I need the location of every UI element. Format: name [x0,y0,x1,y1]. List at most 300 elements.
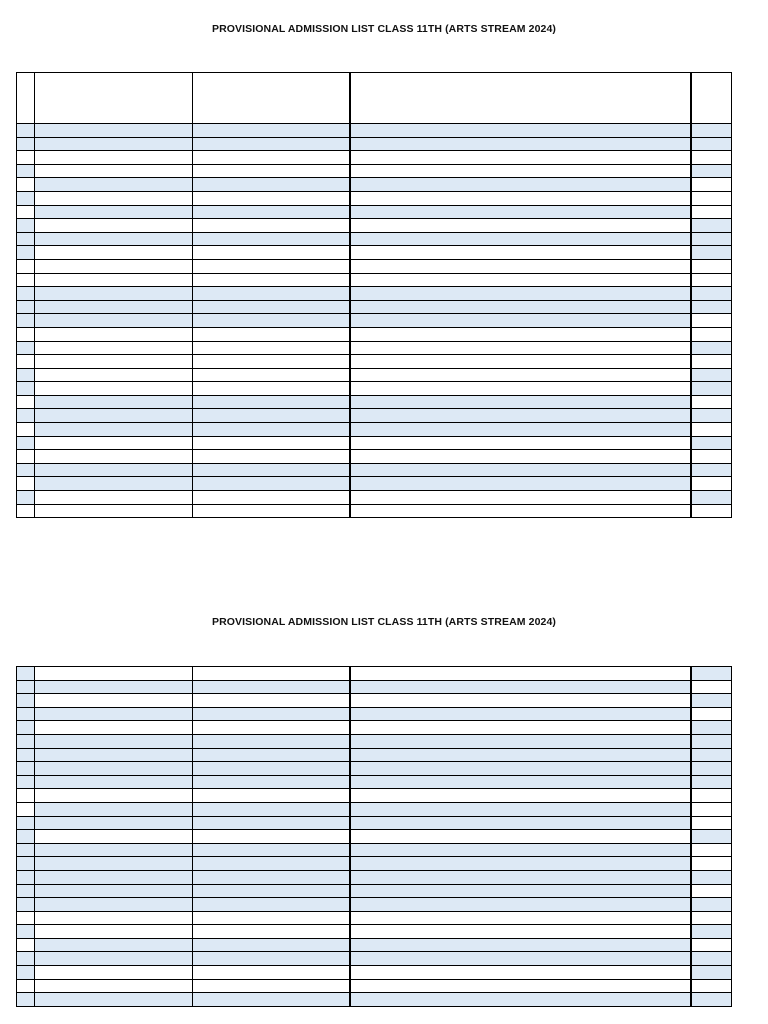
father-name-cell [193,287,350,301]
details-cell [350,680,691,694]
table-row [17,884,732,898]
details-cell [350,748,691,762]
details-cell [350,382,691,396]
name-cell [35,368,193,382]
father-name-cell [193,925,350,939]
serial-cell [17,124,35,138]
name-cell [35,395,193,409]
father-name-cell [193,898,350,912]
father-name-cell [193,802,350,816]
marks-cell [691,205,732,219]
serial-cell [17,911,35,925]
father-name-cell [193,205,350,219]
serial-cell [17,219,35,233]
father-name-cell [193,721,350,735]
table-row [17,857,732,871]
serial-cell [17,966,35,980]
serial-cell [17,843,35,857]
table-row [17,911,732,925]
name-cell [35,762,193,776]
name-cell [35,870,193,884]
serial-cell [17,463,35,477]
name-cell [35,680,193,694]
details-cell [350,952,691,966]
marks-cell [691,979,732,993]
table-row [17,300,732,314]
marks-cell [691,219,732,233]
marks-cell [691,911,732,925]
serial-cell [17,667,35,681]
name-cell [35,477,193,491]
table-row [17,314,732,328]
serial-cell [17,477,35,491]
father-name-cell [193,789,350,803]
table-row [17,775,732,789]
marks-cell [691,870,732,884]
table-row [17,137,732,151]
admission-table-2 [16,666,732,1007]
marks-cell [691,382,732,396]
details-cell [350,463,691,477]
father-name-cell [193,680,350,694]
father-name-cell [193,966,350,980]
details-cell [350,667,691,681]
marks-cell [691,721,732,735]
table-row [17,870,732,884]
father-name-cell [193,450,350,464]
marks-cell [691,246,732,260]
details-cell [350,775,691,789]
marks-cell [691,151,732,165]
table-row [17,395,732,409]
table-row [17,938,732,952]
serial-cell [17,680,35,694]
father-name-cell [193,151,350,165]
father-name-cell [193,273,350,287]
father-name-cell [193,463,350,477]
table-row [17,178,732,192]
marks-cell [691,775,732,789]
marks-cell [691,259,732,273]
marks-cell [691,802,732,816]
name-cell [35,178,193,192]
details-cell [350,721,691,735]
marks-cell [691,341,732,355]
table-row [17,423,732,437]
serial-cell [17,409,35,423]
father-name-cell [193,259,350,273]
marks-cell [691,232,732,246]
marks-cell [691,395,732,409]
table-row [17,436,732,450]
name-cell [35,966,193,980]
details-cell [350,287,691,301]
serial-cell [17,300,35,314]
table-row [17,925,732,939]
details-cell [350,734,691,748]
marks-cell [691,830,732,844]
father-name-cell [193,707,350,721]
details-cell [350,327,691,341]
name-cell [35,884,193,898]
father-name-cell [193,178,350,192]
name-cell [35,355,193,369]
name-cell [35,816,193,830]
marks-cell [691,694,732,708]
details-cell [350,137,691,151]
marks-cell [691,884,732,898]
table-row [17,491,732,505]
table-row [17,830,732,844]
serial-cell [17,341,35,355]
marks-cell [691,164,732,178]
serial-cell [17,952,35,966]
details-cell [350,436,691,450]
details-cell [350,395,691,409]
details-cell [350,830,691,844]
table-row [17,734,732,748]
details-cell [350,491,691,505]
name-cell [35,273,193,287]
name-cell [35,952,193,966]
table-header-row [17,73,732,124]
details-cell [350,409,691,423]
table-row [17,898,732,912]
father-name-cell [193,341,350,355]
father-name-cell [193,124,350,138]
details-cell [350,355,691,369]
serial-cell [17,382,35,396]
father-name-cell [193,395,350,409]
serial-cell [17,734,35,748]
father-name-cell [193,843,350,857]
father-name-cell [193,423,350,437]
marks-cell [691,409,732,423]
table-row [17,124,732,138]
details-cell [350,368,691,382]
name-cell [35,667,193,681]
details-cell [350,246,691,260]
table-row [17,680,732,694]
details-cell [350,205,691,219]
table-row [17,707,732,721]
name-cell [35,925,193,939]
name-cell [35,246,193,260]
marks-cell [691,898,732,912]
marks-cell [691,477,732,491]
marks-cell [691,966,732,980]
marks-cell [691,314,732,328]
name-cell [35,721,193,735]
details-cell [350,300,691,314]
name-cell [35,124,193,138]
name-cell [35,232,193,246]
details-cell [350,925,691,939]
marks-cell [691,368,732,382]
details-cell [350,477,691,491]
serial-cell [17,368,35,382]
marks-cell [691,287,732,301]
father-name-cell [193,477,350,491]
name-cell [35,734,193,748]
father-name-cell [193,246,350,260]
page-title-1: PROVISIONAL ADMISSION LIST CLASS 11TH (ARTS STREAM 2024) [212,23,556,35]
marks-cell [691,843,732,857]
details-cell [350,762,691,776]
details-cell [350,857,691,871]
details-cell [350,504,691,518]
serial-cell [17,178,35,192]
marks-cell [691,178,732,192]
marks-cell [691,491,732,505]
name-cell [35,979,193,993]
father-name-cell [193,300,350,314]
table-row [17,952,732,966]
serial-cell [17,748,35,762]
table-row [17,191,732,205]
marks-cell [691,124,732,138]
name-cell [35,830,193,844]
father-name-cell [193,355,350,369]
name-cell [35,504,193,518]
father-name-cell [193,137,350,151]
details-cell [350,314,691,328]
serial-cell [17,816,35,830]
serial-cell [17,993,35,1007]
serial-cell [17,327,35,341]
details-cell [350,694,691,708]
father-name-cell [193,979,350,993]
header-father-name-cell [193,73,350,124]
serial-cell [17,925,35,939]
father-name-cell [193,164,350,178]
name-cell [35,748,193,762]
details-cell [350,151,691,165]
father-name-cell [193,816,350,830]
serial-cell [17,395,35,409]
header-serial-cell [17,73,35,124]
details-cell [350,911,691,925]
name-cell [35,409,193,423]
serial-cell [17,191,35,205]
serial-cell [17,504,35,518]
marks-cell [691,667,732,681]
table-row [17,979,732,993]
name-cell [35,857,193,871]
serial-cell [17,762,35,776]
details-cell [350,898,691,912]
details-cell [350,124,691,138]
table-row [17,843,732,857]
serial-cell [17,938,35,952]
details-cell [350,816,691,830]
serial-cell [17,857,35,871]
marks-cell [691,993,732,1007]
father-name-cell [193,191,350,205]
table-row [17,151,732,165]
serial-cell [17,721,35,735]
table-row [17,762,732,776]
serial-cell [17,775,35,789]
serial-cell [17,884,35,898]
name-cell [35,707,193,721]
name-cell [35,300,193,314]
father-name-cell [193,409,350,423]
table-row [17,504,732,518]
marks-cell [691,952,732,966]
serial-cell [17,205,35,219]
name-cell [35,341,193,355]
name-cell [35,137,193,151]
serial-cell [17,979,35,993]
table-row [17,477,732,491]
marks-cell [691,273,732,287]
table-row [17,355,732,369]
marks-cell [691,504,732,518]
name-cell [35,491,193,505]
serial-cell [17,436,35,450]
serial-cell [17,273,35,287]
name-cell [35,694,193,708]
marks-cell [691,450,732,464]
table-row [17,667,732,681]
details-cell [350,707,691,721]
marks-cell [691,748,732,762]
father-name-cell [193,504,350,518]
name-cell [35,423,193,437]
father-name-cell [193,884,350,898]
name-cell [35,775,193,789]
father-name-cell [193,327,350,341]
father-name-cell [193,382,350,396]
table-row [17,409,732,423]
details-cell [350,423,691,437]
serial-cell [17,137,35,151]
table-row [17,694,732,708]
table-row [17,259,732,273]
details-cell [350,191,691,205]
name-cell [35,993,193,1007]
serial-cell [17,707,35,721]
table-row [17,802,732,816]
table-row [17,966,732,980]
name-cell [35,789,193,803]
father-name-cell [193,952,350,966]
admission-table-1 [16,72,732,518]
serial-cell [17,830,35,844]
father-name-cell [193,870,350,884]
marks-cell [691,816,732,830]
header-details-cell [350,73,691,124]
table-row [17,219,732,233]
table-row [17,327,732,341]
marks-cell [691,680,732,694]
serial-cell [17,491,35,505]
name-cell [35,151,193,165]
marks-cell [691,707,732,721]
serial-cell [17,898,35,912]
name-cell [35,938,193,952]
table-row [17,368,732,382]
name-cell [35,911,193,925]
marks-cell [691,436,732,450]
marks-cell [691,423,732,437]
name-cell [35,436,193,450]
table-row [17,993,732,1007]
table-row [17,721,732,735]
father-name-cell [193,368,350,382]
details-cell [350,789,691,803]
serial-cell [17,870,35,884]
marks-cell [691,925,732,939]
father-name-cell [193,857,350,871]
father-name-cell [193,667,350,681]
name-cell [35,382,193,396]
details-cell [350,232,691,246]
marks-cell [691,857,732,871]
serial-cell [17,802,35,816]
details-cell [350,843,691,857]
serial-cell [17,789,35,803]
table-row [17,450,732,464]
table-row [17,246,732,260]
father-name-cell [193,938,350,952]
table-row [17,789,732,803]
marks-cell [691,734,732,748]
name-cell [35,802,193,816]
serial-cell [17,314,35,328]
father-name-cell [193,219,350,233]
serial-cell [17,423,35,437]
details-cell [350,979,691,993]
serial-cell [17,355,35,369]
name-cell [35,164,193,178]
details-cell [350,450,691,464]
father-name-cell [193,748,350,762]
table-row [17,341,732,355]
serial-cell [17,232,35,246]
father-name-cell [193,436,350,450]
marks-cell [691,463,732,477]
details-cell [350,966,691,980]
details-cell [350,178,691,192]
details-cell [350,938,691,952]
table-row [17,748,732,762]
table-row [17,382,732,396]
name-cell [35,205,193,219]
details-cell [350,993,691,1007]
details-cell [350,164,691,178]
marks-cell [691,789,732,803]
father-name-cell [193,734,350,748]
marks-cell [691,762,732,776]
name-cell [35,898,193,912]
father-name-cell [193,830,350,844]
name-cell [35,259,193,273]
marks-cell [691,300,732,314]
table-row [17,205,732,219]
header-marks-cell [691,73,732,124]
details-cell [350,219,691,233]
serial-cell [17,259,35,273]
table-row [17,164,732,178]
serial-cell [17,246,35,260]
name-cell [35,463,193,477]
name-cell [35,843,193,857]
father-name-cell [193,314,350,328]
father-name-cell [193,993,350,1007]
table-row [17,232,732,246]
